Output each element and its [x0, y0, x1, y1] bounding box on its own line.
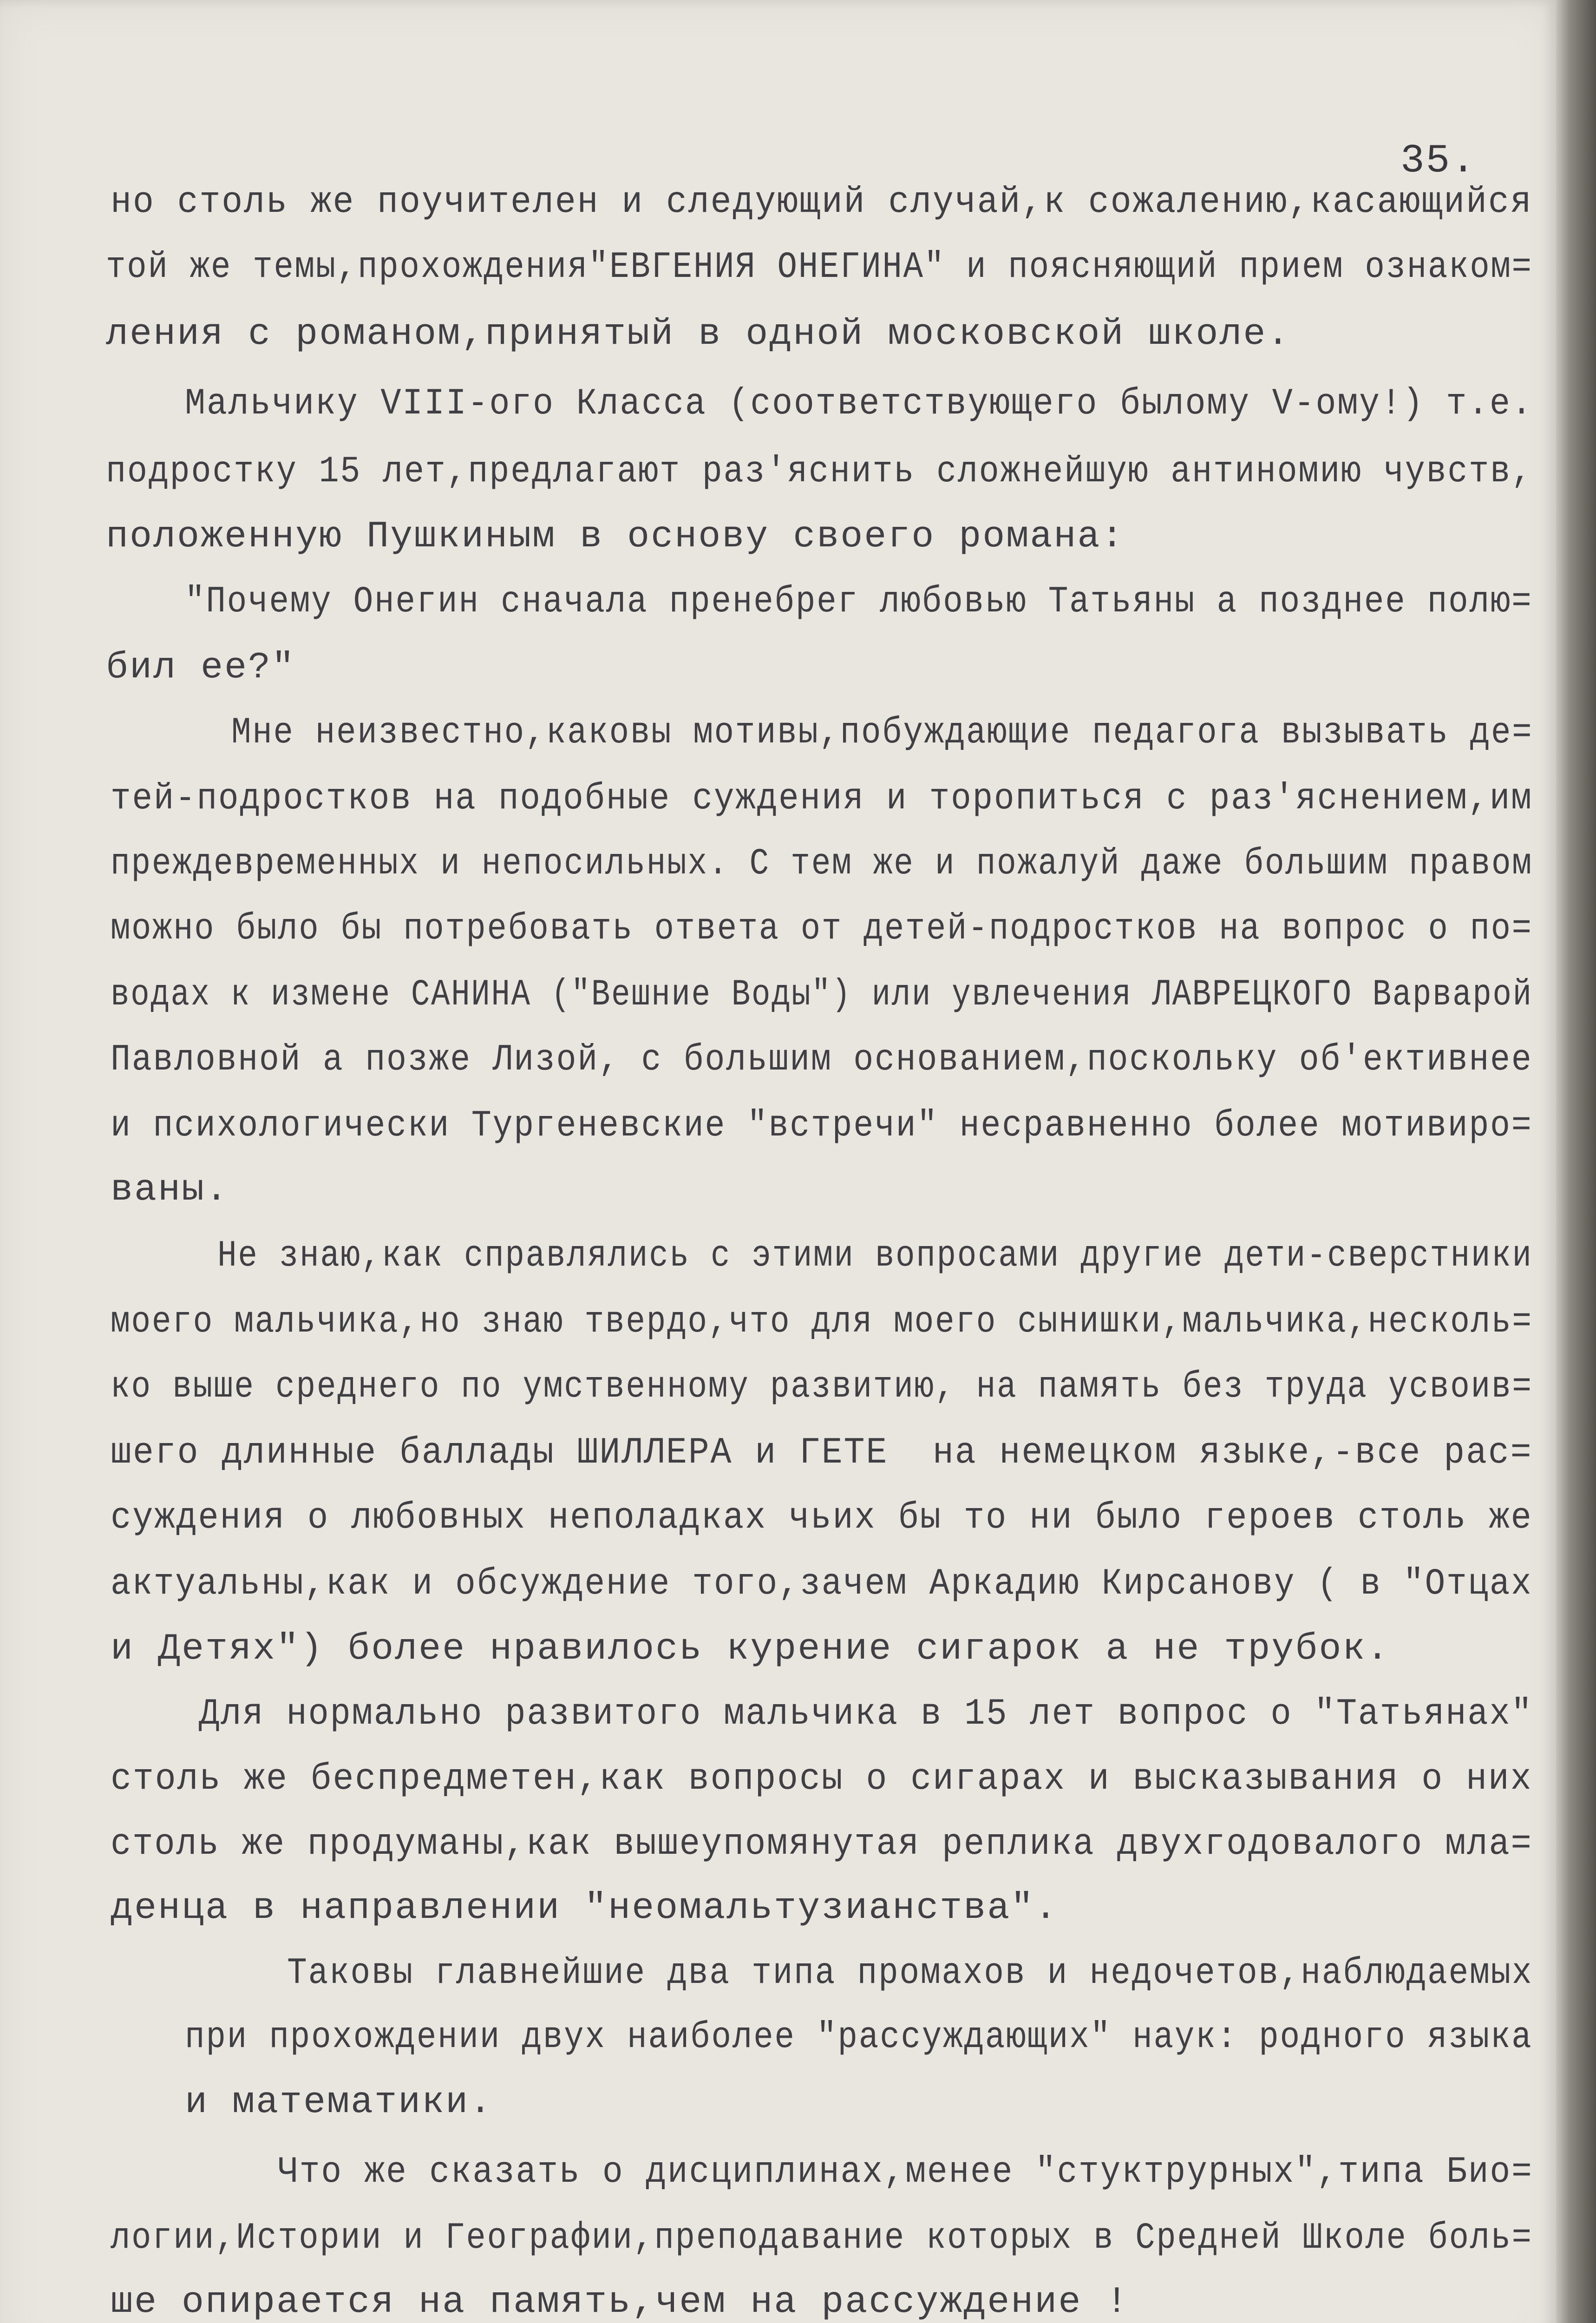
text-line: и математики. [185, 2081, 493, 2124]
text-line: Что же сказать о дисциплинах,менее "стуктрурных",типа Био= [278, 2151, 1533, 2193]
text-line: "Почему Онегин сначала пренебрег любовью Татьяны а позднее полю= [185, 581, 1533, 623]
text-line: при прохождении двух наиболее "рассуждающих" наук: родного языка [185, 2016, 1533, 2059]
page-edge [1556, 0, 1596, 2323]
text-line: можно было бы потребовать ответа от детей-подростков на вопрос о по= [111, 908, 1533, 950]
text-line: логии,Истории и Географии,преподавание которых в Средней Школе боль= [111, 2217, 1533, 2259]
text-line: но столь же поучителен и следующий случай,к сожалению,касающийся [111, 181, 1533, 223]
text-line: водах к измене САНИНА ("Вешние Воды") или увлечения ЛАВРЕЦКОГО Варварой [111, 974, 1533, 1016]
text-line: положенную Пушкиным в основу своего романа: [106, 516, 1125, 558]
text-line: Мне неизвестно,каковы мотивы,побуждающие педагога вызывать де= [231, 712, 1533, 754]
text-line: ваны. [111, 1169, 229, 1211]
text-line: Мальчику VIII-ого Класса (соответствующего былому V-ому!) т.е. [185, 383, 1533, 425]
text-line: Павловной а позже Лизой, с большим основанием,поскольку об'ективнее [111, 1039, 1533, 1081]
text-line: и психологически Тургеневские "встречи" несравненно более мотивиро= [111, 1105, 1533, 1147]
text-line: актуальны,как и обсуждение того,зачем Аркадию Кирсанову ( в "Отцах [111, 1563, 1533, 1605]
text-line: Для нормально развитого мальчика в 15 лет вопрос о "Татьянах" [199, 1693, 1533, 1735]
text-line: суждения о любовных неполадках чьих бы то ни было героев столь же [111, 1497, 1533, 1539]
page-number: 35. [1400, 138, 1477, 184]
text-line: и Детях") более нравилось курение сигарок а не трубок. [111, 1628, 1390, 1670]
text-line: денца в направлении "неомальтузианства". [111, 1887, 1059, 1929]
text-line: подростку 15 лет,предлагают раз'яснить сложнейшую антиномию чувств, [106, 451, 1533, 493]
text-line: ко выше среднего по умственному развитию, на память без труда усвоив= [111, 1366, 1533, 1408]
text-line: Таковы главнейшие два типа промахов и недочетов,наблюдаемых [287, 1952, 1533, 1995]
text-line: столь же беспредметен,как вопросы о сигарах и высказывания о них [111, 1758, 1533, 1800]
text-line: столь же продуманы,как вышеупомянутая реплика двухгодовалого мла= [111, 1823, 1533, 1865]
text-line: ше опирается на память,чем на рассуждение ! [111, 2281, 1130, 2323]
text-line: ления с романом,принятый в одной московской школе. [106, 313, 1291, 355]
text-line: шего длинные баллады ШИЛЛЕРА и ГЕТЕ на немецком языке,-все рас= [111, 1432, 1533, 1474]
text-line: Не знаю,как справлялись с этими вопросами другие дети-сверстники [217, 1235, 1533, 1277]
text-line: бил ее?" [106, 647, 296, 689]
text-line: тей-подростков на подобные суждения и торопиться с раз'яснением,им [111, 778, 1533, 820]
text-line: преждевременных и непосильных. С тем же и пожалуй даже большим правом [111, 843, 1533, 885]
text-line: моего мальчика,но знаю твердо,что для моего сынишки,мальчика,несколь= [111, 1301, 1533, 1343]
text-line: той же темы,прохождения"ЕВГЕНИЯ ОНЕГИНА" и поясняющий прием ознаком= [106, 246, 1533, 289]
